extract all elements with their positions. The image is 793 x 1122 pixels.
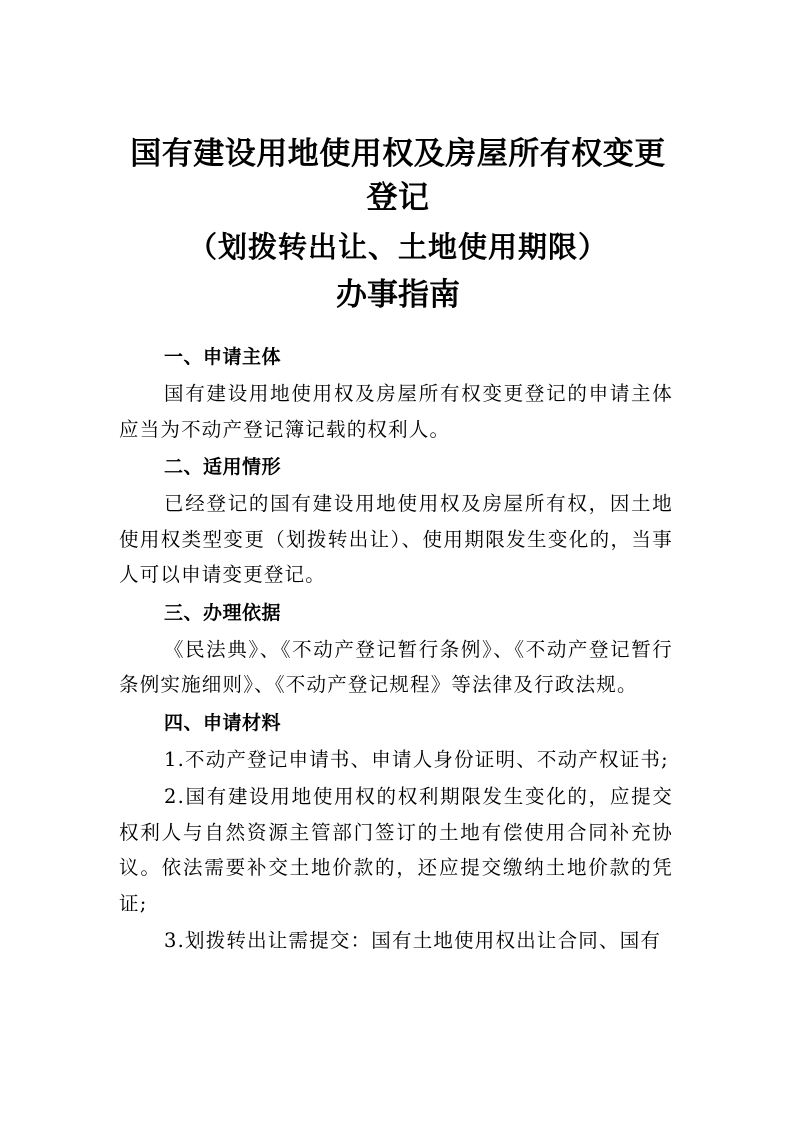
section-applicant — [119, 339, 673, 447]
section-heading: 一、申请主体 — [164, 346, 282, 368]
section-heading: 三、办理依据 — [164, 601, 282, 624]
section-heading: 四、申请材料 — [164, 711, 282, 734]
section-materials — [119, 705, 673, 959]
section-paragraph: 已经登记的国有建设用地使用权及房屋所有权，因土地使用权类型变更（划拨转出让）、使用期限发生变化的，当事人可以申请变更登记。 — [119, 492, 673, 586]
material-item: 1.不动产登记申请书、申请人身份证明、不动产权证书; — [164, 747, 669, 771]
material-item: 3.划拨转出让需提交：国有土地使用权出让合同、国有 — [164, 929, 662, 952]
title-guide: 办事指南 — [336, 277, 460, 313]
section-applicable-cases — [119, 449, 673, 593]
document-title — [118, 132, 678, 318]
title-subtitle: （划拨转出让、土地使用期限） — [187, 230, 608, 264]
section-paragraph: 国有建设用地使用权及房屋所有权变更登记的申请主体应当为不动产登记簿记载的权利人。 — [119, 382, 673, 441]
section-paragraph: 《民法典》、《不动产登记暂行条例》、《不动产登记暂行条例实施细则》、《不动产登记规程》等法律及行政法规。 — [119, 637, 673, 696]
document-body — [119, 338, 673, 961]
section-heading: 二、适用情形 — [164, 456, 282, 478]
section-legal-basis — [119, 595, 673, 703]
material-item: 2.国有建设用地使用权的权利期限发生变化的，应提交权利人与自然资源主管部门签订的土地有偿使用合同补充协议。依法需要补交土地价款的，还应提交缴纳土地价款的凭证; — [119, 785, 673, 915]
title-main: 国有建设用地使用权及房屋所有权变更登记 — [130, 136, 666, 216]
